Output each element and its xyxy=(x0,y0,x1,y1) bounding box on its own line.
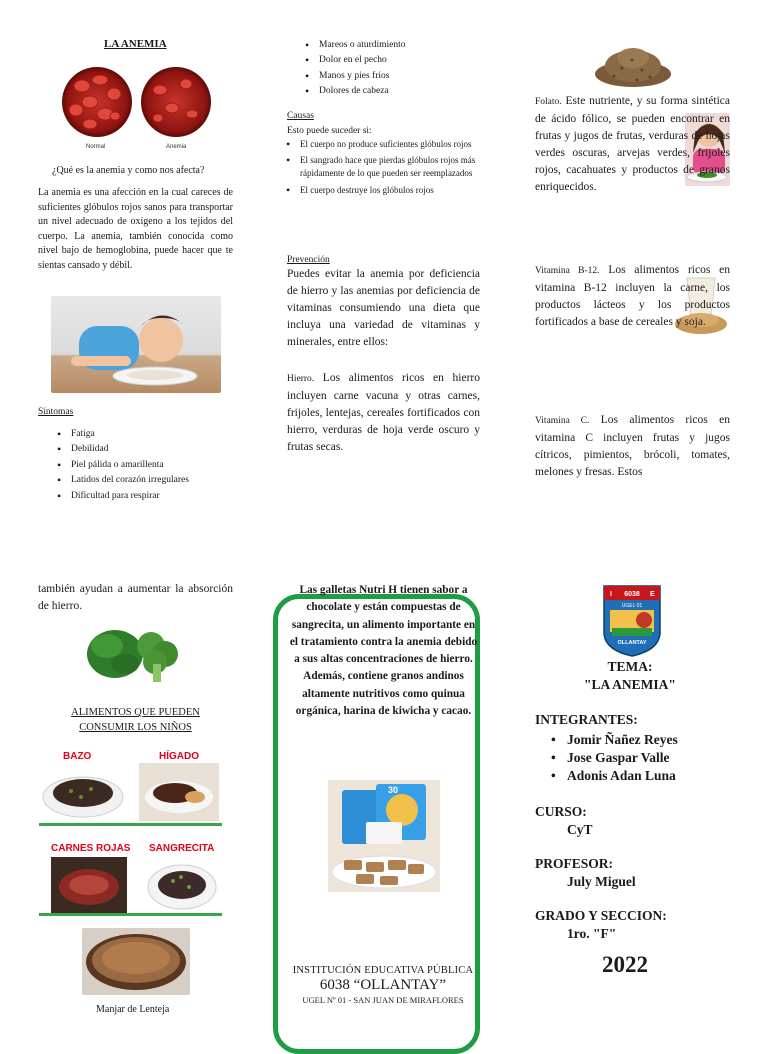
causes-intro: Esto puede suceder si: xyxy=(287,126,372,136)
crest-letter-left: I xyxy=(610,591,612,598)
iron-label: Hierro. xyxy=(287,374,315,384)
folate-paragraph xyxy=(535,93,730,196)
list-item: • Manos y pies fríos xyxy=(303,69,503,84)
absorption-paragraph: también ayudan a aumentar la absorción de hierro. xyxy=(38,583,233,612)
crest-number: 6038 xyxy=(624,591,640,598)
vitamin-c-text: Los alimentos ricos en vitamina C incluyen frutas y jugos cítricos, pimientos, brócoli, tomates, melones y fresas. Estos xyxy=(535,414,730,478)
vitamin-c-label: Vitamina C. xyxy=(535,416,590,426)
food-label-higado: HÍGADO xyxy=(159,751,199,762)
school-crest-logo xyxy=(600,584,664,658)
lentil-dessert-image xyxy=(82,928,190,995)
list-item: • Jomir Ñañez Reyes xyxy=(567,731,735,749)
tema-value: "LA ANEMIA" xyxy=(584,677,676,692)
symptoms-title: Síntomas xyxy=(38,407,74,417)
folate-text: Este nutriente, y su forma sintética de ácido fólico, se pueden encontrar en frutas y jugos de frutas, verduras de hojas verdes oscuras, arvejas verdes, frijoles rojos, cacahuates y productos de granos enriquecidos. xyxy=(535,95,730,193)
crest-name: OLLANTAY xyxy=(617,640,647,646)
curso-label: CURSO: xyxy=(535,804,587,819)
profesor-value: July Miguel xyxy=(567,874,636,889)
school-line-3: UGEL Nº 01 - SAN JUAN DE MIRAFLORES xyxy=(302,995,464,1005)
food-label-sangrecita: SANGRECITA xyxy=(149,843,215,854)
grado-label: GRADO Y SECCION: xyxy=(535,908,667,923)
causes-list xyxy=(284,138,484,197)
crest-subtitle: UGEL 01 xyxy=(621,603,643,609)
prevention-paragraph: Puedes evitar la anemia por deficiencia de hierro y las anemias por deficiencia de vitaminas consumiendo una dieta que incluya una variedad de vitaminas y minerales, entre ellos: xyxy=(287,268,480,348)
symptoms-list xyxy=(55,427,235,504)
label-normal: Normal xyxy=(86,144,106,150)
vitamin-c-paragraph xyxy=(535,412,730,481)
vegetables-image xyxy=(85,620,185,686)
list-item: • Debilidad xyxy=(55,442,235,457)
list-item: • El cuerpo destruye los glóbulos rojos xyxy=(284,184,484,197)
iron-text: Los alimentos ricos en hierro incluyen carne vacuna y otras carnes, frijoles, lentejas, cereales fortificados con hierro, verduras de hoja verde oscuro y frutas secas. xyxy=(287,372,480,453)
integrantes-label: INTEGRANTES: xyxy=(535,712,638,727)
foods-title-line2: CONSUMIR LOS NIÑOS xyxy=(79,722,192,733)
prevention-title: Prevención xyxy=(287,255,330,265)
b12-label: Vitamina B-12. xyxy=(535,266,600,276)
profesor-label: PROFESOR: xyxy=(535,856,614,871)
nutri-h-cookies-image xyxy=(328,780,440,892)
list-item: • Jose Gaspar Valle xyxy=(567,749,735,767)
tired-child-image xyxy=(51,296,221,393)
box-number: 30 xyxy=(388,785,399,795)
food-label-bazo: BAZO xyxy=(63,751,92,762)
list-item: • Fatiga xyxy=(55,427,235,442)
tema-label: TEMA: xyxy=(607,659,653,674)
crest-letter-right: E xyxy=(650,591,655,598)
food-card-higado xyxy=(139,749,219,821)
list-item: • Latidos del corazón irregulares xyxy=(55,473,235,488)
b12-text: Los alimentos ricos en vitamina B-12 incluyen la carne, los productos lácteos y los productos fortificados a base de cereales y soja. xyxy=(535,264,730,328)
lentils-image xyxy=(592,40,674,90)
list-item: • Mareos o aturdimiento xyxy=(303,38,503,53)
food-card-sangrecita xyxy=(143,841,221,913)
causes-title: Causas xyxy=(287,111,314,121)
list-item: • Adonis Adan Luna xyxy=(567,767,735,785)
cover-text-block xyxy=(535,658,735,943)
school-line-1: INSTITUCIÓN EDUCATIVA PÚBLICA xyxy=(292,965,474,976)
label-anemia: Anemia xyxy=(166,144,187,150)
foods-title-line1: ALIMENTOS QUE PUEDEN xyxy=(71,707,200,718)
food-card-carnes-rojas xyxy=(47,841,131,913)
curso-value: CyT xyxy=(567,822,593,837)
definition-paragraph: La anemia es una afección en la cual careces de suficientes glóbulos rojos sanos para transportar un nivel adecuado de oxígeno a los tejidos del cuerpo. La anemia, también conocida como nivel bajo de hemoglobina, puede hacer que te sientas cansado y débil. xyxy=(38,187,233,271)
lentil-dessert-caption: Manjar de Lenteja xyxy=(96,1004,170,1015)
list-item: • Dolores de cabeza xyxy=(303,84,503,99)
folate-label: Folato. xyxy=(535,97,562,107)
title-la-anemia: LA ANEMIA xyxy=(104,38,167,50)
food-card-bazo xyxy=(41,749,125,821)
list-item: • Dolor en el pecho xyxy=(303,53,503,68)
list-item: • El sangrado hace que pierdas glóbulos rojos más rápidamente de lo que pueden ser reemplazados xyxy=(284,154,484,180)
symptoms-list-continued xyxy=(303,38,503,100)
foods-title xyxy=(38,705,233,735)
list-item: • El cuerpo no produce suficientes glóbulos rojos xyxy=(284,138,484,151)
blood-cells-image xyxy=(60,66,215,152)
integrantes-list xyxy=(535,731,735,785)
list-item: • Piel pálida o amarillenta xyxy=(55,458,235,473)
school-name-block xyxy=(283,965,483,1005)
grado-value: 1ro. "F" xyxy=(567,926,617,941)
iron-paragraph xyxy=(287,370,480,456)
school-line-2: 6038 “OLLANTAY” xyxy=(319,977,447,993)
list-item: • Dificultad para respirar xyxy=(55,489,235,504)
food-grid xyxy=(39,745,222,917)
b12-paragraph xyxy=(535,262,730,331)
food-label-carnes-rojas: CARNES ROJAS xyxy=(51,843,131,854)
year-label: 2022 xyxy=(602,952,648,977)
question-heading: ¿Qué es la anemia y como nos afecta? xyxy=(52,165,205,176)
cookie-paragraph: Las galletas Nutri H tienen sabor a chocolate y están compuestas de sangrecita, un alimento importante en el tratamiento contra la anemia debido a sus altas concentraciones de hierro. Además, contiene granos andinos altamente nutritivos como quinua orgánica, harina de kiwicha y cacao. xyxy=(289,584,478,718)
